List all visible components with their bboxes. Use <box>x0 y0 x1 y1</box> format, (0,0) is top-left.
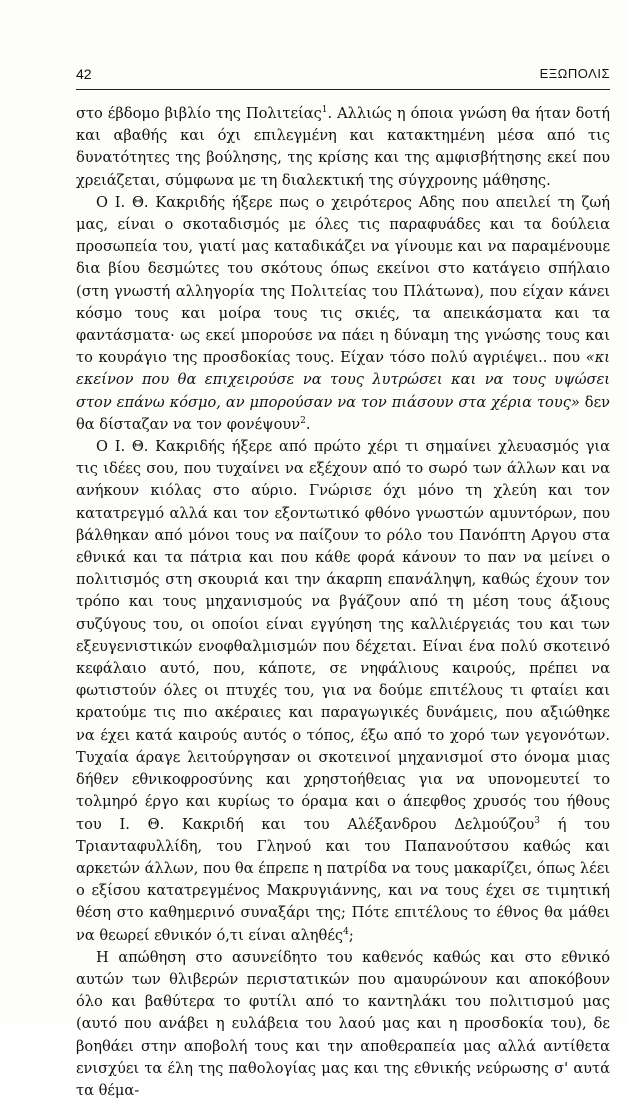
footnote-ref-3: 3 <box>534 815 541 826</box>
paragraph-3 <box>76 436 610 947</box>
paragraph-2-text-a: Ο Ι. Θ. Κακριδής ήξερε πως ο χειρότερος Αδης που απειλεί τη ζωή μας, είναι ο σκοταδισμός με όλες τις παραφυάδες και τα δούλεια προσωπεία του, γιατί μας καταδικάζει να γίνουμε και να παραμένουμε δια βίου δεσμώτες του σκότους όπως εκείνοι στο κατάγειο σπήλαιο (στη γνωστή αλληγορία της Πολιτείας του Πλάτωνα), που είχαν κάνει κόσμο τους και μοίρα τους τις σκιές, τα απεικάσματα και τα φαντάσματα· ως εκεί μπορούσε να πάει η δύναμη της γνώσης τους και το κουράγιο της προσδοκίας τους. Είχαν τόσο πολύ αγριέψει.. που <box>76 193 610 367</box>
running-head <box>76 66 610 88</box>
paragraph-3-text-b: ή του Τριανταφυλλίδη, του Γληνού και του Παπανούτσου καθώς και αρκετών άλλων, που θα έπρεπε η πατρίδα να τους μακαρίζει, όπως λέει ο εξίσου κατατρεγμένος Μακρυγιάννης, και να τους έχει σε τιμητική θέση στο καθημερινό συναξάρι της; Πότε επιτέλους το έθνος θα μάθει να θεωρεί εθνικόν ό,τι είναι αληθές <box>76 815 610 944</box>
footnote-ref-1: 1 <box>321 105 328 116</box>
body-text <box>76 103 610 1102</box>
paragraph-2 <box>76 192 610 436</box>
header-rule <box>76 89 610 90</box>
plato-quotation: «κι εκείνον που θα επιχειρούσε να τους λυτρώσει και να τους υψώσει στον επάνω κόσμο, αν μπορούσαν να τον πιάσουν στα χέρια τους» <box>76 349 610 411</box>
paragraph-3-text-a: Ο Ι. Θ. Κακριδής ήξερε από πρώτο χέρι τι σημαίνει χλευασμός για τις ιδέες σου, που τυχαίνει να εξέχουν από το σωρό των άλλων και να ανήκουν κιόλας στο αύριο. Γνώρισε όχι μόνο τη χλεύη και τον κατατρεγμό αλλά και τον εξοντωτικό φθόνο γνωστών αμυντόρων, που βάλθηκαν από μόνοι τους να παίζουν το ρόλο του Πανόπτη Αργου στα εθνικά και τα πάτρια και που κάθε φορά κάνουν το παν να μείνει ο πολιτισμός στη σκουριά και την άκαρπη επανάληψη, καθώς έχουν τον τρόπο και τους μηχανισμούς να βγάζουν από τη μέση τους άξιους συζύγους του, οι οποίοι είναι εγγύηση της καλλιέργειάς του και των εξευγενιστικών ενοφθαλμισμών που δέχεται. Είναι ένα πολύ σκοτεινό κεφάλαιο αυτό, που, κάποτε, σε νηφάλιους καιρούς, πρέπει να φωτιστούν όλες οι πτυχές του, για να δούμε επιτέλους τι φταίει και κρατούμε τις πιο ακέραιες και παραγωγικές δυνάμεις, που αξιώθηκε να έχει κατά καιρούς αυτός ο τόπος, έξω από το χορό των γεγονότων. Τυχαία άραγε λειτούργησαν οι σκοτεινοί μηχανισμοί στο όνομα μιας δήθεν εθνικοφροσύνης και χρηστοήθειας για να υπονομευτεί το τολμηρό έργο και κυρίως το όραμα και ο άπεφθος χρυσός του ήθους του Ι. Θ. Κακριδή και του Αλέξανδρου Δελμούζου <box>76 438 610 833</box>
paragraph-1-text-b: . Αλλιώς η όποια γνώση θα ήταν δοτή και αβαθής και όχι επιλεγμένη και κατακτημένη μέσα από τις δυνατότητες της βούλησης, της κρίσης και της αμφισβήτησης εκεί που χρειάζεται, σύμφωνα με τη διαλεκτική της σύγχρονης μάθησης. <box>76 105 610 189</box>
paragraph-2-text-b: δεν θα δίσταζαν να τον φονέψουν <box>76 393 610 433</box>
footnote-ref-2: 2 <box>300 415 306 426</box>
paragraph-1-text-a: στο έβδομο βιβλίο της Πολιτείας <box>76 105 322 122</box>
journal-title: ΕΞΩΠΟΛΙΣ <box>539 66 610 81</box>
footnote-ref-4: 4 <box>343 926 349 937</box>
page-number: 42 <box>76 66 92 82</box>
paragraph-1 <box>76 103 610 192</box>
paragraph-2-text-c: . <box>305 415 311 433</box>
paragraph-3-text-c: ; <box>348 926 354 944</box>
paragraph-4: Η απώθηση στο ασυνείδητο του καθενός καθώς και στο εθνικό αυτών των θλιβερών περιστατικών που αμαυρώνουν και αποκόβουν όλο και βαθύτερα το φυτίλι από το καντηλάκι του πολιτισμού μας (αυτό που ανάβει η ευλάβεια του λαού μας και η προσδοκία του), δε βοηθάει στην αποβολή τους και την αποθεραπεία μας αλλά αντίθετα ενισχύει τα έλη της παθολογίας μας και της εθνικής νεύρωσης σ' αυτά τα θέμα- <box>76 948 610 1099</box>
